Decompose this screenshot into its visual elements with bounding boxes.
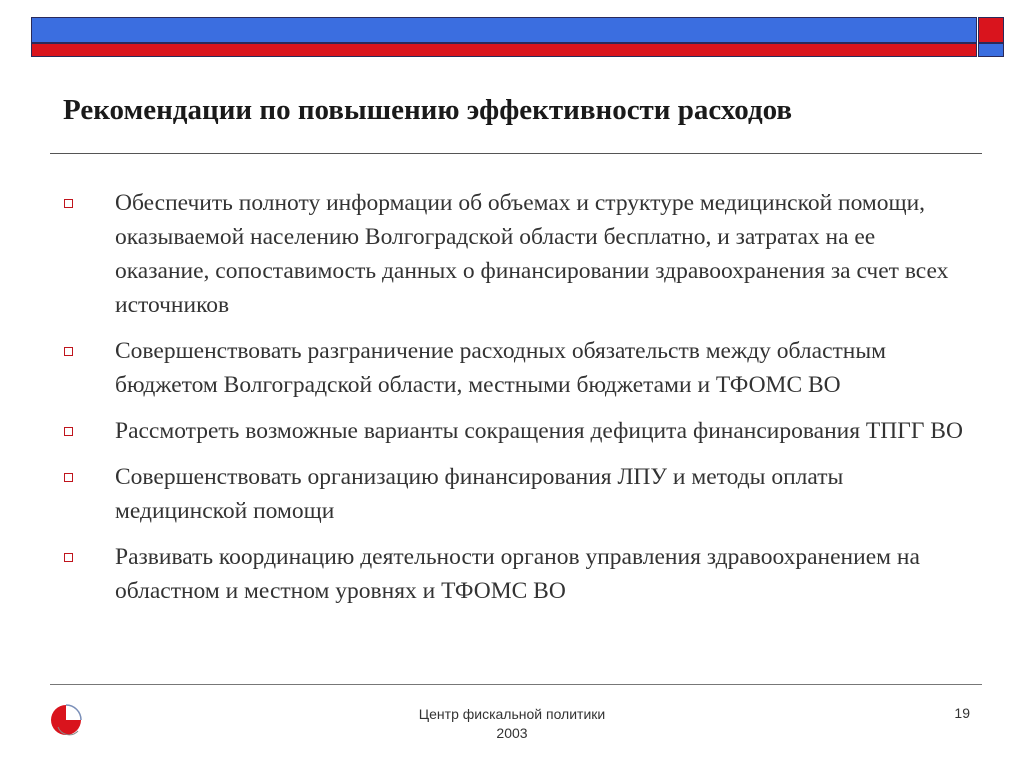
header-blue-stripe	[31, 17, 977, 43]
bullet-item	[62, 460, 972, 528]
bullet-item	[62, 334, 972, 402]
bullet-text: Совершенствовать разграничение расходных обязательств между областным бюджетом Волгоградской области, местными бюджетами и ТФОМС ВО	[115, 338, 887, 398]
hollow-square-bullet-icon	[64, 347, 73, 356]
bullet-item	[62, 414, 972, 448]
header-color-band	[31, 17, 977, 57]
logo-icon	[48, 697, 110, 743]
header-red-stripe	[31, 43, 977, 57]
page-number: 19	[954, 705, 970, 721]
bullet-text: Обеспечить полноту информации об объемах и структуре медицинской помощи, оказываемой населению Волгоградской области бесплатно, и затратах на ее оказание, сопоставимость данных о финансировании здравоохранения за счет всех источников	[115, 190, 949, 318]
hollow-square-bullet-icon	[64, 427, 73, 436]
bullet-item	[62, 186, 972, 322]
footer-caption	[300, 705, 724, 743]
header-corner-block	[978, 17, 1004, 57]
title-divider	[50, 153, 982, 154]
corner-red-square	[978, 17, 1004, 43]
hollow-square-bullet-icon	[64, 473, 73, 482]
bullet-item	[62, 540, 972, 608]
organization-logo	[48, 697, 110, 743]
bullet-text: Совершенствовать организацию финансирования ЛПУ и методы оплаты медицинской помощи	[115, 464, 844, 524]
slide-title: Рекомендации по повышению эффективности расходов	[63, 94, 793, 126]
corner-blue-square	[978, 43, 1004, 57]
bullet-text: Развивать координацию деятельности органов управления здравоохранением на областном и местном уровнях и ТФОМС ВО	[115, 544, 920, 604]
bullet-list	[62, 186, 972, 620]
bullet-text: Рассмотреть возможные варианты сокращения дефицита финансирования ТПГГ ВО	[115, 418, 963, 444]
footer-divider	[50, 684, 982, 685]
footer-year: 2003	[496, 725, 528, 741]
hollow-square-bullet-icon	[64, 553, 73, 562]
footer-organization: Центр фискальной политики	[418, 706, 606, 722]
hollow-square-bullet-icon	[64, 199, 73, 208]
